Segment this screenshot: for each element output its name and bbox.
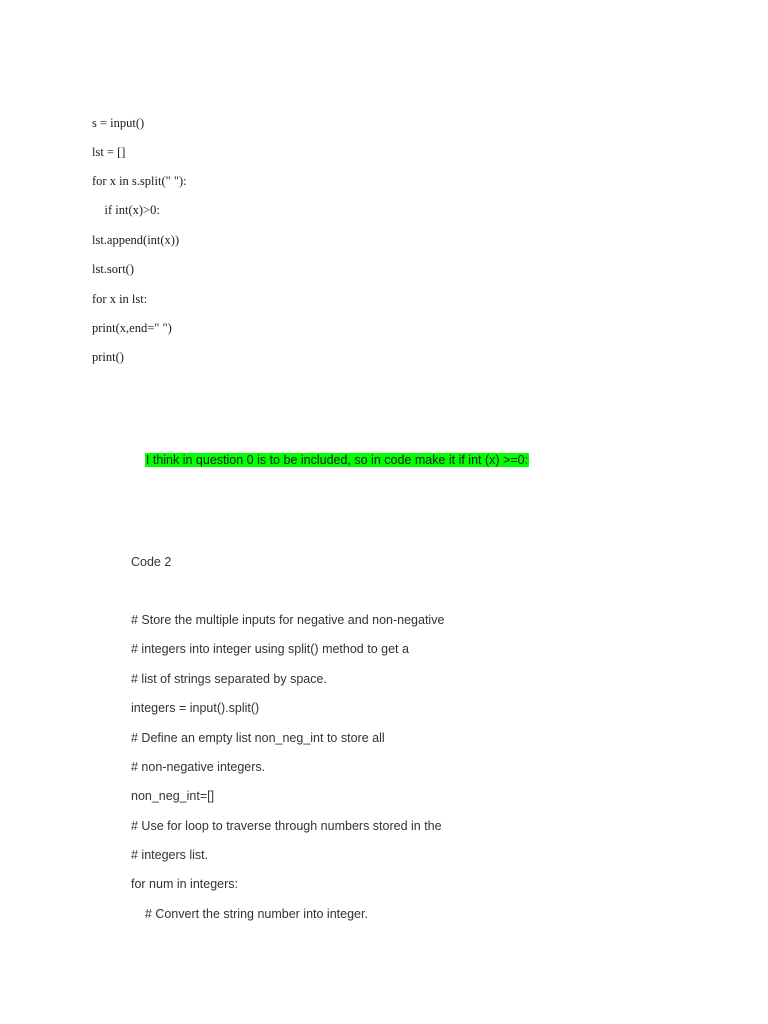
- code-line: # Store the multiple inputs for negative and non-negative: [131, 613, 445, 627]
- code-line: # list of strings separated by space.: [131, 672, 327, 686]
- code-line: # integers into integer using split() method to get a: [131, 642, 409, 656]
- code-line: for x in lst:: [92, 292, 148, 306]
- code-line: if int(x)>0:: [92, 203, 160, 217]
- highlighted-note: [131, 436, 529, 484]
- code-line: lst = []: [92, 145, 126, 159]
- code-line: s = input(): [92, 116, 145, 130]
- code-line: print(): [92, 350, 124, 364]
- code-line: integers = input().split(): [131, 701, 260, 715]
- code-line: # non-negative integers.: [131, 760, 266, 774]
- code-line: print(x,end=" "): [92, 321, 172, 335]
- code-line: non_neg_int=[]: [131, 789, 215, 803]
- code-line: # integers list.: [131, 848, 209, 862]
- code-line: lst.append(int(x)): [92, 233, 180, 247]
- code-line: for x in s.split(" "):: [92, 174, 187, 188]
- code-line: # Use for loop to traverse through numbers stored in the: [131, 819, 442, 833]
- code-line: for num in integers:: [131, 877, 238, 891]
- code-line: # Define an empty list non_neg_int to store all: [131, 731, 385, 745]
- section-heading: Code 2: [131, 555, 172, 569]
- note-text: I think in question 0 is to be included, so in code make it if int (x) >=0:: [145, 453, 529, 467]
- code-line: lst.sort(): [92, 262, 135, 276]
- code-line: # Convert the string number into integer.: [131, 907, 368, 921]
